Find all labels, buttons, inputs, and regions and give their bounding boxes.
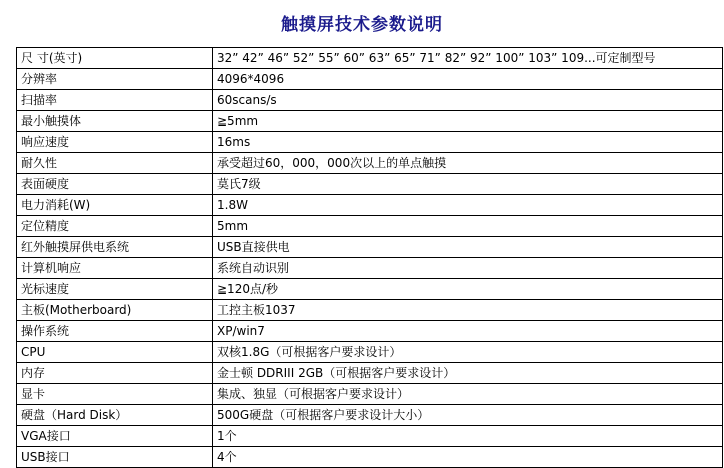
row-value: 1.8W xyxy=(213,195,723,216)
row-value: 工控主板1037 xyxy=(213,300,723,321)
row-label: 表面硬度 xyxy=(17,174,213,195)
row-label: 红外触摸屏供电系统 xyxy=(17,237,213,258)
row-label: 内存 xyxy=(17,363,213,384)
table-row xyxy=(17,111,723,132)
row-value: 集成、独显（可根据客户要求设计） xyxy=(213,384,723,405)
page-title: 触摸屏技术参数说明 xyxy=(281,15,443,35)
row-value: 4096*4096 xyxy=(213,69,723,90)
row-label: 分辨率 xyxy=(17,69,213,90)
row-value: 16ms xyxy=(213,132,723,153)
row-value: 系统自动识别 xyxy=(213,258,723,279)
row-label: 耐久性 xyxy=(17,153,213,174)
row-label: 计算机响应 xyxy=(17,258,213,279)
row-label: 主板(Motherboard) xyxy=(17,300,213,321)
table-row xyxy=(17,363,723,384)
table-row xyxy=(17,258,723,279)
row-value: 32” 42” 46” 52” 55” 60” 63” 65” 71” 82” 92” 100” 103” 109...可定制型号 xyxy=(213,48,723,69)
row-label: VGA接口 xyxy=(17,426,213,447)
row-label: 显卡 xyxy=(17,384,213,405)
row-label: 操作系统 xyxy=(17,321,213,342)
row-value: 双核1.8G（可根据客户要求设计） xyxy=(213,342,723,363)
row-label: CPU xyxy=(17,342,213,363)
table-row xyxy=(17,426,723,447)
table-row xyxy=(17,216,723,237)
row-value: 承受超过60，000，000次以上的单点触摸 xyxy=(213,153,723,174)
row-label: 定位精度 xyxy=(17,216,213,237)
table-row xyxy=(17,279,723,300)
table-row xyxy=(17,405,723,426)
row-value: 1个 xyxy=(213,426,723,447)
table-row xyxy=(17,300,723,321)
table-row xyxy=(17,69,723,90)
row-value: 60scans/s xyxy=(213,90,723,111)
table-row xyxy=(17,237,723,258)
table-row xyxy=(17,132,723,153)
table-row xyxy=(17,48,723,69)
table-row xyxy=(17,321,723,342)
spec-table-body xyxy=(17,48,723,468)
row-label: 响应速度 xyxy=(17,132,213,153)
table-row xyxy=(17,90,723,111)
row-label: 尺 寸(英寸) xyxy=(17,48,213,69)
row-label: 最小触摸体 xyxy=(17,111,213,132)
table-row xyxy=(17,384,723,405)
row-label: USB接口 xyxy=(17,447,213,468)
row-value: ≧5mm xyxy=(213,111,723,132)
table-row xyxy=(17,195,723,216)
row-value: 莫氏7级 xyxy=(213,174,723,195)
row-value: USB直接供电 xyxy=(213,237,723,258)
table-row xyxy=(17,153,723,174)
row-label: 光标速度 xyxy=(17,279,213,300)
row-value: 500G硬盘（可根据客户要求设计大小） xyxy=(213,405,723,426)
table-row xyxy=(17,342,723,363)
row-value: ≧120点/秒 xyxy=(213,279,723,300)
row-label: 电力消耗(W) xyxy=(17,195,213,216)
table-row xyxy=(17,174,723,195)
row-value: 4个 xyxy=(213,447,723,468)
row-value: 金士顿 DDRIII 2GB（可根据客户要求设计） xyxy=(213,363,723,384)
spec-table xyxy=(16,47,723,468)
row-value: 5mm xyxy=(213,216,723,237)
row-label: 扫描率 xyxy=(17,90,213,111)
row-label: 硬盘（Hard Disk） xyxy=(17,405,213,426)
row-value: XP/win7 xyxy=(213,321,723,342)
